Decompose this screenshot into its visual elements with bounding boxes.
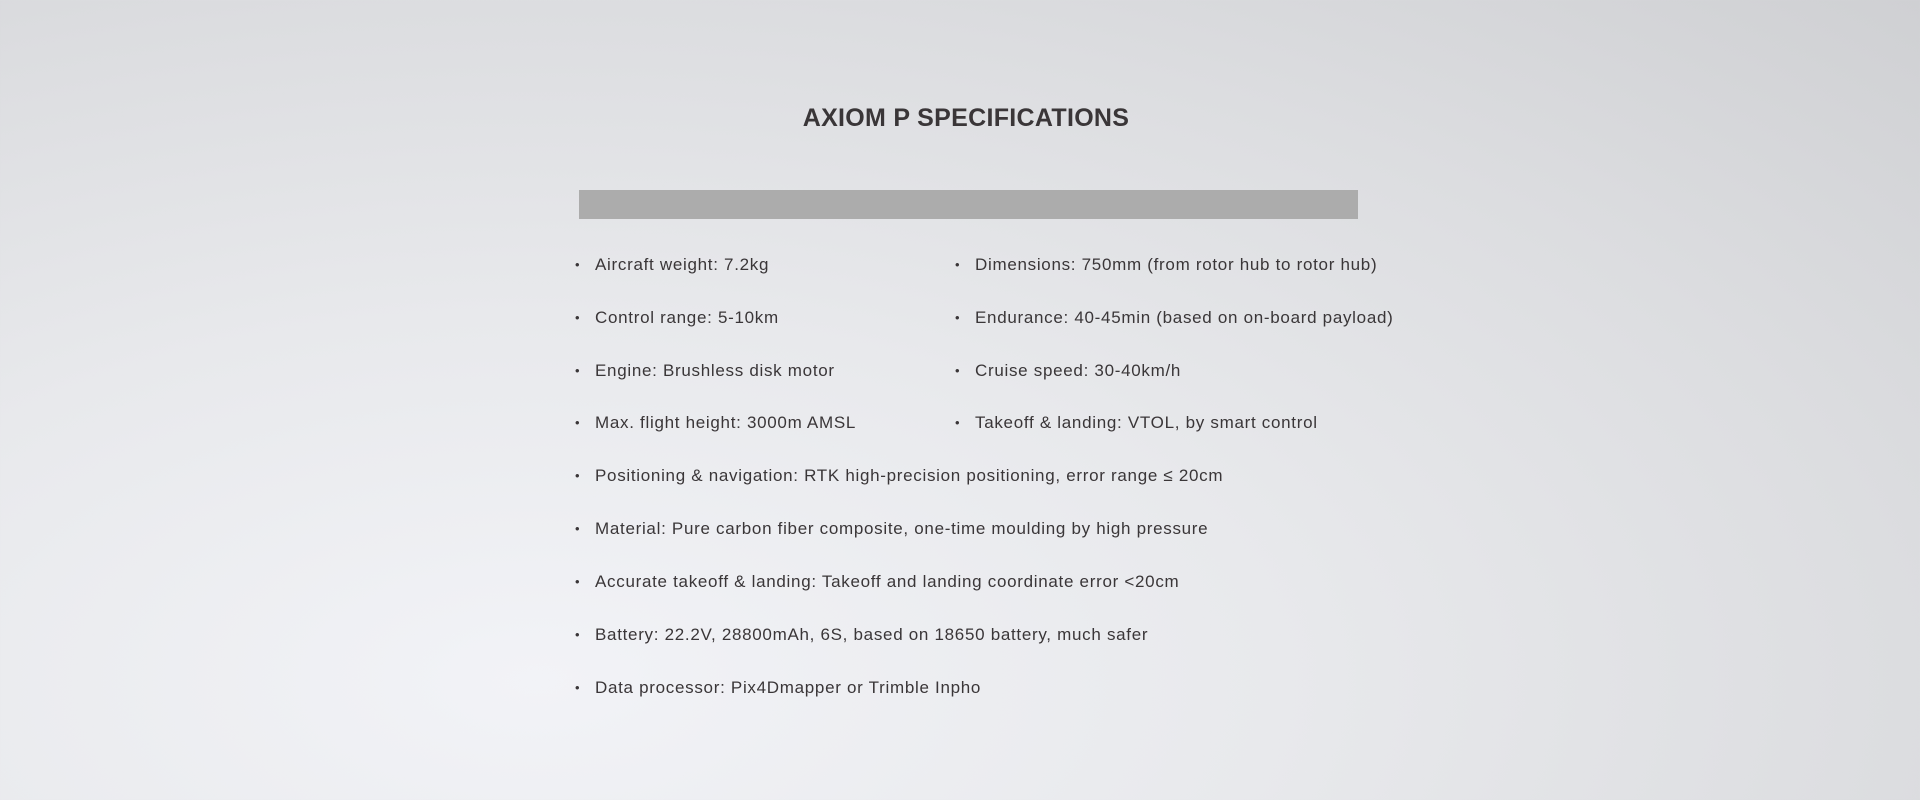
spec-item-material	[575, 518, 1209, 540]
bullet-icon: •	[575, 627, 581, 642]
bullet-icon: •	[955, 310, 961, 325]
spec-text: Accurate takeoff & landing: Takeoff and landing coordinate error <20cm	[595, 572, 1180, 591]
spec-text: Battery: 22.2V, 28800mAh, 6S, based on 18650 battery, much safer	[595, 625, 1149, 644]
spec-item-aircraft-weight	[575, 254, 770, 276]
bullet-icon: •	[575, 310, 581, 325]
spec-item-max-flight-height	[575, 412, 857, 434]
spec-text: Takeoff & landing: VTOL, by smart control	[975, 413, 1318, 432]
bullet-icon: •	[955, 363, 961, 378]
spec-item-battery	[575, 624, 1149, 646]
spec-text: Control range: 5-10km	[595, 308, 779, 327]
spec-item-engine	[575, 360, 835, 382]
spec-item-accurate-takeoff-landing	[575, 571, 1180, 593]
spec-text: Engine: Brushless disk motor	[595, 361, 835, 380]
bullet-icon: •	[955, 415, 961, 430]
bullet-icon: •	[575, 415, 581, 430]
bullet-icon: •	[575, 363, 581, 378]
page-title: AXIOM P SPECIFICATIONS	[802, 104, 1130, 132]
spec-item-dimensions	[955, 254, 1378, 276]
spec-text: Material: Pure carbon fiber composite, one-time moulding by high pressure	[595, 519, 1209, 538]
header-divider-bar	[579, 190, 1358, 219]
spec-text: Dimensions: 750mm (from rotor hub to rotor hub)	[975, 255, 1378, 274]
spec-text: Max. flight height: 3000m AMSL	[595, 413, 857, 432]
spec-text: Cruise speed: 30-40km/h	[975, 361, 1182, 380]
spec-item-endurance	[955, 307, 1394, 329]
bullet-icon: •	[575, 574, 581, 589]
spec-text: Positioning & navigation: RTK high-precision positioning, error range ≤ 20cm	[595, 466, 1224, 485]
spec-text: Endurance: 40-45min (based on on-board payload)	[975, 308, 1394, 327]
bullet-icon: •	[575, 468, 581, 483]
spec-item-takeoff-landing	[955, 412, 1318, 434]
spec-text: Data processor: Pix4Dmapper or Trimble Inpho	[595, 678, 982, 697]
bullet-icon: •	[955, 257, 961, 272]
spec-item-control-range	[575, 307, 779, 329]
bullet-icon: •	[575, 521, 581, 536]
spec-item-positioning-navigation	[575, 465, 1224, 487]
spec-item-data-processor	[575, 677, 982, 699]
bullet-icon: •	[575, 680, 581, 695]
spec-text: Aircraft weight: 7.2kg	[595, 255, 770, 274]
bullet-icon: •	[575, 257, 581, 272]
spec-item-cruise-speed	[955, 360, 1182, 382]
